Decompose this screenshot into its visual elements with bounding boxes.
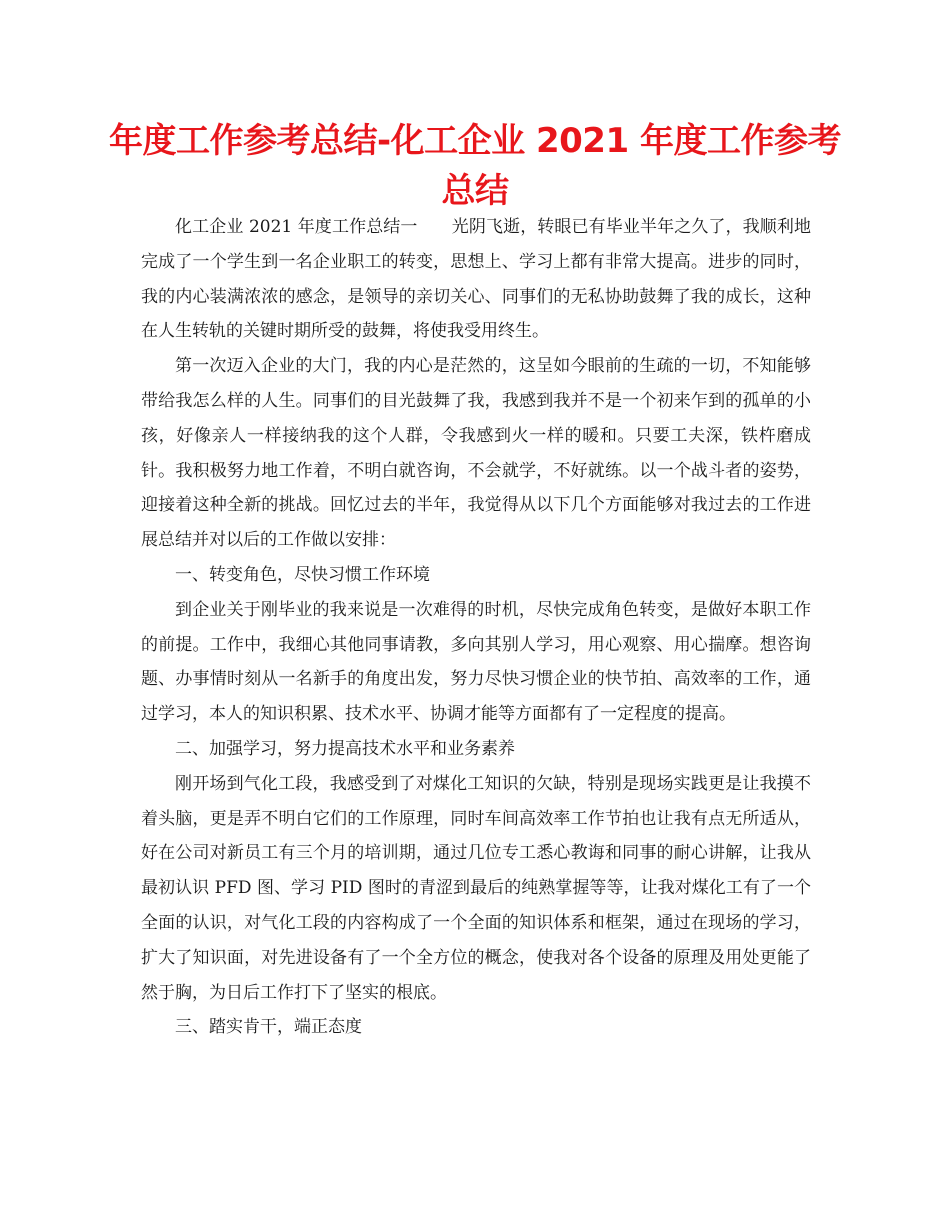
section-heading-2: 二、加强学习，努力提高技术水平和业务素养 xyxy=(175,738,515,759)
paragraph-learning: 刚开场到气化工段，我感受到了对煤化工知识的欠缺，特别是现场实践更是让我摸不着头脑，更是弄不明白它们的工作原理，同时车间高效率工作节拍也让我有点无所适从，好在公司对新员工有三个月的培训期，通过几位专工悉心教诲和同事的耐心讲解，让我从最初认识 PFD 图、学习 PID 图时的青涩到最后的纯熟掌握等等，让我对煤化工有了一个全面的认识，对气化工段的内容构成了一个全面的知识体系和框架，通过在现场的学习，扩大了知识面，对先进设备有了一个全方位的概念，使我对各个设备的原理及用处更能了然于胸，为日后工作打下了坚实的根底。 xyxy=(141,773,811,1003)
paragraph-role-change: 到企业关于刚毕业的我来说是一次难得的时机，尽快完成角色转变，是做好本职工作的前提。工作中，我细心其他同事请教，多向其别人学习，用心观察、用心揣摩。想咨询题、办事情时刻从一名新手的角度出发，努力尽快习惯企业的快节拍、高效率的工作，通过学习，本人的知识积累、技术水平、协调才能等方面都有了一定程度的提高。 xyxy=(141,599,811,725)
paragraph-first-day: 第一次迈入企业的大门，我的内心是茫然的，这呈如今眼前的生疏的一切，不知能够带给我怎么样的人生。同事们的目光鼓舞了我，我感到我并不是一个初来乍到的孤单的小孩，好像亲人一样接纳我的这个人群，令我感到火一样的暖和。只要工夫深，铁杵磨成针。我积极努力地工作着，不明白就咨询，不会就学，不好就练。以一个战斗者的姿势，迎接着这种全新的挑战。回忆过去的半年，我觉得从以下几个方面能够对我过去的工作进展总结并对以后的工作做以安排： xyxy=(141,356,811,551)
paragraph-intro: 化工企业 2021 年度工作总结一 光阴飞逝，转眼已有毕业半年之久了，我顺利地完成了一个学生到一名企业职工的转变，思想上、学习上都有非常大提高。进步的同时，我的内心装满浓浓的感念，是领导的亲切关心、同事们的无私协助鼓舞了我的成长，这种在人生转轨的关键时期所受的鼓舞，将使我受用终生。 xyxy=(141,217,811,342)
document-body xyxy=(141,210,811,1045)
section-heading-3: 三、踏实肯干，端正态度 xyxy=(175,1017,362,1038)
document-title: 年度工作参考总结-化工企业 2021 年度工作参考总结 xyxy=(109,121,841,211)
section-heading-1: 一、转变角色，尽快习惯工作环境 xyxy=(175,564,430,585)
